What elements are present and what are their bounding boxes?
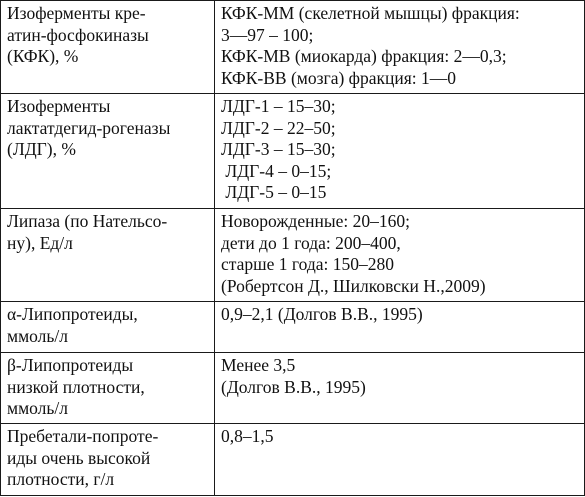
param-line: лактатдегид-рогеназы [7, 117, 171, 138]
param-line: Липаза (по Нательсо- [7, 211, 168, 231]
param-line: α-Липопротеиды, [7, 304, 138, 324]
param-line: низкой плотности, [7, 376, 145, 397]
value-line: КФК-ММ (скелетной мышцы) фракция: [221, 3, 520, 23]
value-line: ЛДГ-3 – 15–30; [221, 139, 336, 159]
param-line: плотности, г/л [7, 469, 115, 489]
param-line: (ЛДГ), % [7, 139, 76, 159]
table-row-beta-lipoproteins [1, 353, 585, 424]
value-line: КФК-МВ (миокарда) фракция: 2—0,3; [221, 46, 507, 66]
table-row-cpk [1, 1, 585, 94]
value-line: 3—97 – 100; [221, 24, 314, 45]
value-line: ЛДГ-2 – 22–50; [221, 117, 336, 138]
value-line: старше 1 года: 150–280 [221, 254, 395, 274]
value-cell-ldh [215, 94, 585, 209]
value-cell-prebeta-lipoproteins [215, 424, 585, 496]
value-line: КФК-ВВ (мозга) фракция: 1—0 [221, 67, 457, 88]
param-cell-prebeta-lipoproteins [1, 424, 215, 496]
value-line: ЛДГ-1 – 15–30; [221, 96, 336, 116]
param-line: (КФК), % [7, 46, 79, 66]
value-line: дети до 1 года: 200–400, [221, 232, 401, 253]
param-line: ммоль/л [7, 398, 68, 418]
table-row-ldh [1, 94, 585, 209]
param-line: Пребетали-попроте- [7, 426, 159, 446]
param-cell-lipase [1, 209, 215, 302]
table-row-alpha-lipoproteins [1, 302, 585, 353]
value-line: 0,8–1,5 [221, 426, 274, 446]
param-line: β-Липопротеиды [7, 355, 134, 375]
param-cell-cpk [1, 1, 215, 94]
param-line: Изоферменты [7, 96, 111, 116]
param-line: атин-фосфокиназы [7, 24, 149, 45]
value-cell-cpk [215, 1, 585, 94]
param-line: иды очень высокой [7, 447, 151, 468]
value-cell-lipase [215, 209, 585, 302]
param-cell-alpha-lipoproteins [1, 302, 215, 353]
value-line: 0,9–2,1 (Долгов В.В., 1995) [221, 304, 423, 324]
param-line: Изоферменты кре- [7, 3, 146, 23]
value-line: Новорожденные: 20–160; [221, 211, 410, 231]
value-line: ЛДГ-5 – 0–15 [221, 182, 327, 202]
value-line: ЛДГ-4 – 0–15; [221, 160, 332, 181]
table-row-prebeta-lipoproteins [1, 424, 585, 496]
param-line: ммоль/л [7, 325, 68, 346]
value-cell-alpha-lipoproteins [215, 302, 585, 353]
param-line: ну), Ед/л [7, 232, 73, 253]
value-line: (Долгов В.В., 1995) [221, 376, 366, 397]
table-row-lipase [1, 209, 585, 302]
value-line: Менее 3,5 [221, 355, 296, 375]
param-cell-ldh [1, 94, 215, 209]
value-line: (Робертсон Д., Шилковски Н.,2009) [221, 275, 486, 296]
param-cell-beta-lipoproteins [1, 353, 215, 424]
value-cell-beta-lipoproteins [215, 353, 585, 424]
